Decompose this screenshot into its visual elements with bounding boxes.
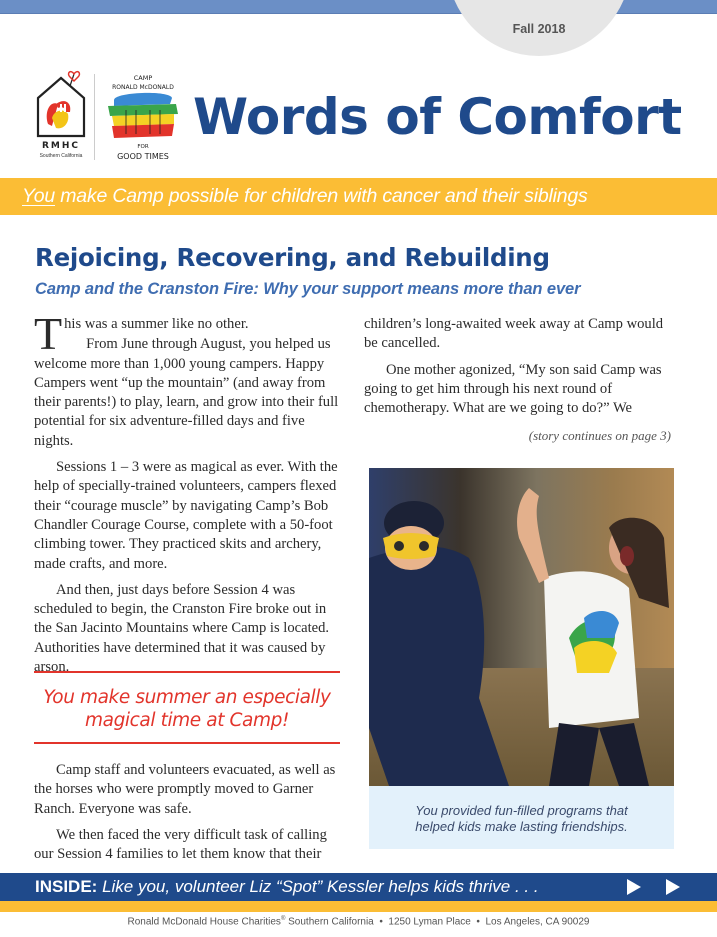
article-paragraph [34,308,344,359]
pull-quote [34,671,340,744]
camp-logo-line3: FOR [137,144,149,150]
footer-street: 1250 Lyman Place [388,916,471,928]
article-column-left-continued [34,761,344,871]
rmhc-logo-region: Southern California [39,153,83,159]
camp-logo-line2: RONALD McDONALD [112,84,174,91]
article-column-right [364,315,678,425]
play-arrow-icon[interactable] [666,879,680,895]
photo-caption [369,803,674,834]
footer-city: Los Angeles, CA 90029 [485,916,590,928]
camp-ronald-mcdonald-logo-icon [100,70,186,164]
camp-logo-line4: GOOD TIMES [117,152,169,161]
article-paragraph: From June through August, you helped us welcome more than 1,000 young campers. Happy Campers went “up the mountain” (and away from their parents!) to play, learn, and grow into their full potential for six adventure-filled days and five nights. [34,336,339,449]
footer-org: Ronald McDonald House Charities [127,916,281,928]
caption-line: helped kids make lasting friendships. [415,818,628,834]
caption-line: You provided fun-filled programs that [415,803,628,818]
newsletter-title: Words of Comfort [193,88,682,146]
campers-photo [369,468,674,786]
article-paragraph: children’s long-awaited week away at Camp would be cancelled. [364,316,664,352]
article-headline: Rejoicing, Recovering, and Rebuilding [35,243,550,272]
tagline [22,185,588,208]
article-paragraph: One mother agonized, “My son said Camp was going to get him through his next round of chemotherapy. What are we going to do?” We [364,361,662,417]
article-paragraph: And then, just days before Session 4 was scheduled to begin, the Cranston Fire broke out in the San Jacinto Mountains where Camp is located. Authorities have determined that it was caused by arson. [34,581,330,676]
pull-quote-line: magical time at Camp! [85,710,289,731]
pull-quote-text [34,686,340,732]
gold-stripe [0,901,717,912]
inside-teaser[interactable] [35,877,539,897]
paragraph-text: his was a summer like no other. [64,316,249,332]
footer-region: Southern California [285,916,374,928]
tagline-banner [0,178,717,215]
footer-separator: • [476,916,480,928]
article-paragraph: Camp staff and volunteers evacuated, as well as the horses who were promptly moved to Garner Ranch. Everyone was safe. [34,762,336,817]
play-arrow-icon[interactable] [627,879,641,895]
logo-divider [94,74,95,160]
inside-label: INSIDE: [35,877,98,896]
registered-mark: ® [280,916,286,922]
rmhc-logo-text: RMHC [41,141,81,151]
rmhc-house-logo-icon [30,68,92,162]
tagline-text: make Camp possible for children with cancer and their siblings [55,185,588,207]
article-paragraph: Sessions 1 – 3 were as magical as ever. With the help of specially-trained volunteers, campers flexed their “courage muscle” by navigating Camp’s Bob Chandler Courage Course, complete with a 50-foot climbing tower. They practiced skits and archery, made crafts, and more. [34,459,338,572]
footer-address [0,916,717,927]
photo-illustration [369,468,674,786]
article-paragraph: We then faced the very difficult task of calling our Session 4 families to let them know that their [34,826,327,863]
article-column-left [34,308,344,684]
season-label: Fall 2018 [512,22,566,36]
tagline-emphasis: You [22,185,56,207]
photo-caption-box [369,786,674,849]
story-continues-link[interactable]: (story continues on page 3) [528,428,671,443]
footer-separator: • [379,916,383,928]
inside-banner[interactable] [0,873,717,901]
camp-logo-line1: CAMP [133,74,153,82]
pull-quote-line: You make summer an especially [43,687,331,708]
inside-text: Like you, volunteer Liz “Spot” Kessler helps kids thrive . . . [97,877,539,896]
dropcap: T [34,308,63,359]
article-subhead: Camp and the Cranston Fire: Why your support means more than ever [35,280,581,298]
